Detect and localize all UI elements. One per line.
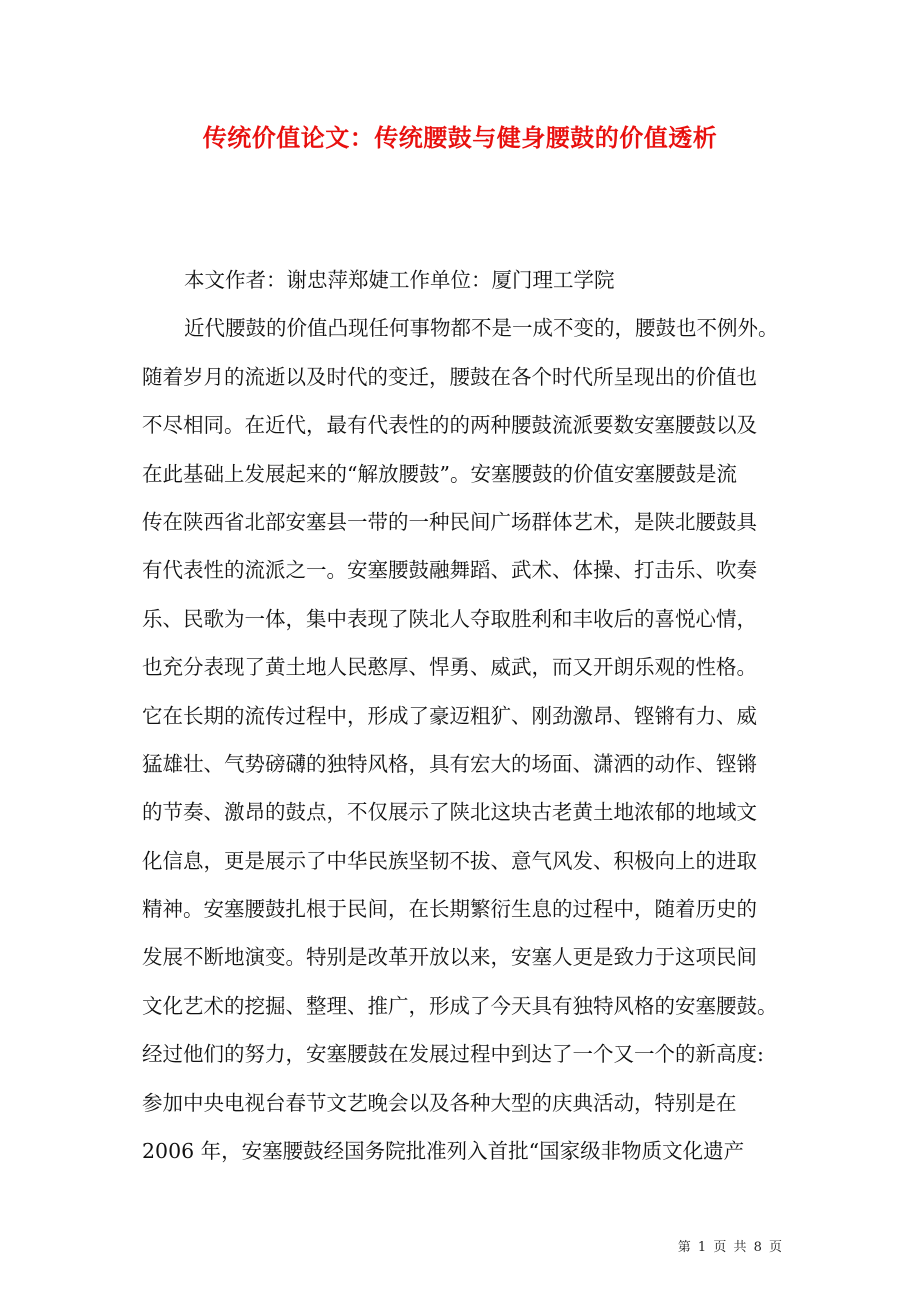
- paragraph-line: 经过他们的努力，安塞腰鼓在发展过程中到达了一个又一个的新高度:: [142, 1042, 764, 1067]
- paragraph-line: 传在陕西省北部安塞县一带的一种民间广场群体艺术，是陕北腰鼓具: [142, 509, 757, 534]
- paragraph-line: 它在长期的流传过程中，形成了豪迈粗犷、刚劲激昂、铿锵有力、威: [142, 703, 757, 728]
- document-body: [142, 264, 802, 1183]
- paragraph-line: 近代腰鼓的价值凸现任何事物都不是一成不变的，腰鼓也不例外。: [184, 316, 779, 341]
- paragraph-line: 化信息，更是展示了中华民族坚韧不拔、意气风发、积极向上的进取: [142, 848, 757, 873]
- document-title: 传统价值论文：传统腰鼓与健身腰鼓的价值透析: [202, 123, 718, 152]
- paragraph-line: 有代表性的流派之一。安塞腰鼓融舞蹈、武术、体操、打击乐、吹奏: [142, 558, 757, 583]
- page-number: 第 1 页 共 8 页: [677, 1240, 782, 1255]
- paragraph-line: 参加中央电视台春节文艺晚会以及各种大型的庆典活动，特别是在: [142, 1090, 737, 1115]
- paragraph-line: 乐、民歌为一体，集中表现了陕北人夺取胜利和丰收后的喜悦心情，: [142, 606, 757, 631]
- paragraph-line: 发展不断地演变。特别是改革开放以来，安塞人更是致力于这项民间: [142, 945, 757, 970]
- paragraph-line: 2006 年，安塞腰鼓经国务院批准列入首批“国家级非物质文化遗产: [142, 1139, 745, 1164]
- paragraph-line: 精神。安塞腰鼓扎根于民间，在长期繁衍生息的过程中，随着历史的: [142, 897, 757, 922]
- paragraph-line: 也充分表现了黄土地人民憨厚、悍勇、威武，而又开朗乐观的性格。: [142, 655, 757, 680]
- paragraph-line: 不尽相同。在近代，最有代表性的的两种腰鼓流派要数安塞腰鼓以及: [142, 413, 757, 438]
- paragraph-line: 随着岁月的流逝以及时代的变迁，腰鼓在各个时代所呈现出的价值也: [142, 364, 757, 389]
- paragraph-line: 猛雄壮、气势磅礴的独特风格，具有宏大的场面、潇洒的动作、铿锵: [142, 751, 757, 776]
- paragraph-line: 在此基础上发展起来的“解放腰鼓”。安塞腰鼓的价值安塞腰鼓是流: [142, 461, 737, 486]
- paragraph-line: 文化艺术的挖掘、整理、推广，形成了今天具有独特风格的安塞腰鼓。: [142, 993, 778, 1018]
- author-line: 本文作者：谢忠萍郑婕工作单位：厦门理工学院: [184, 268, 615, 292]
- paragraph-line: 的节奏、激昂的鼓点，不仅展示了陕北这块古老黄土地浓郁的地域文: [142, 800, 757, 825]
